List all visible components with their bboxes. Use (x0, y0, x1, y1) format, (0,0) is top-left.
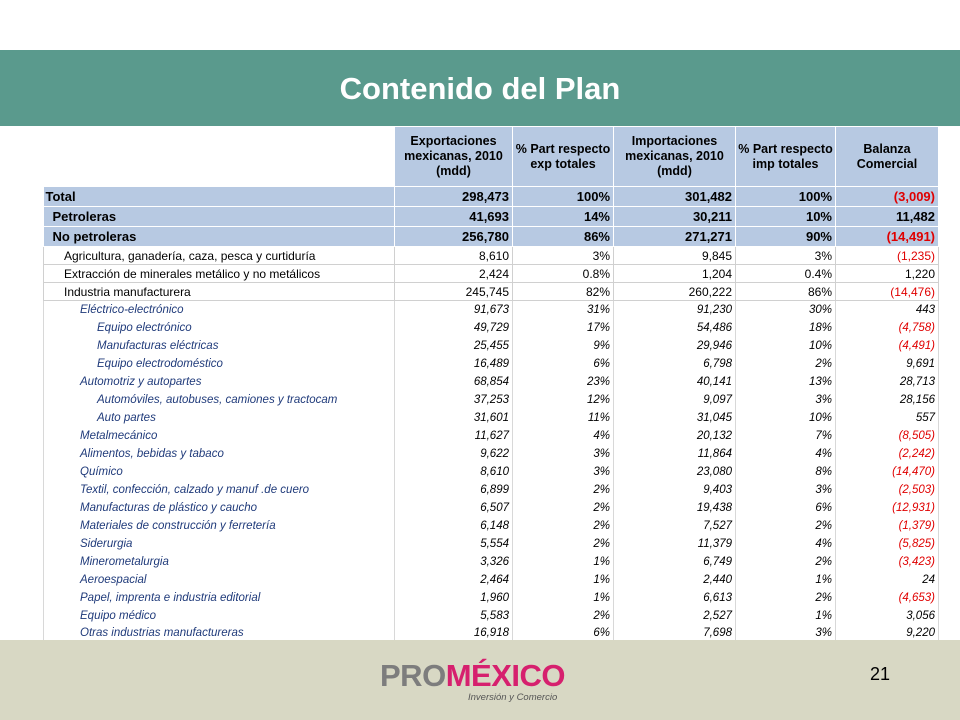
import-share-cell: 30% (736, 301, 836, 319)
export-share-cell: 1% (513, 571, 614, 589)
export-share-cell: 14% (513, 207, 614, 227)
table-row (44, 445, 939, 463)
export-share-cell: 2% (513, 499, 614, 517)
table-row (44, 373, 939, 391)
imports-cell: 2,527 (614, 607, 736, 625)
imports-cell: 19,438 (614, 499, 736, 517)
imports-cell: 6,749 (614, 553, 736, 571)
table-row (44, 207, 939, 227)
table-row (44, 499, 939, 517)
balance-cell: (2,242) (836, 445, 939, 463)
exports-cell: 6,899 (395, 481, 513, 499)
table-row (44, 553, 939, 571)
export-share-cell: 1% (513, 553, 614, 571)
imports-cell: 301,482 (614, 187, 736, 207)
import-share-cell: 3% (736, 247, 836, 265)
logo-wordmark (380, 658, 565, 694)
export-share-cell: 2% (513, 517, 614, 535)
import-share-cell: 2% (736, 517, 836, 535)
imports-cell: 9,403 (614, 481, 736, 499)
row-label: Siderurgia (44, 535, 395, 553)
table-row (44, 535, 939, 553)
imports-cell: 20,132 (614, 427, 736, 445)
export-share-cell: 82% (513, 283, 614, 301)
row-label: Industria manufacturera (44, 283, 395, 301)
export-share-cell: 12% (513, 391, 614, 409)
exports-cell: 1,960 (395, 589, 513, 607)
row-label: Petroleras (44, 207, 395, 227)
import-share-cell: 0.4% (736, 265, 836, 283)
import-share-cell: 7% (736, 427, 836, 445)
header-import-share: % Part respecto imp totales (736, 127, 836, 187)
exports-cell: 91,673 (395, 301, 513, 319)
row-label: Equipo electrónico (44, 319, 395, 337)
balance-cell: 28,156 (836, 391, 939, 409)
row-label: Auto partes (44, 409, 395, 427)
page-number: 21 (870, 664, 891, 684)
import-share-cell: 90% (736, 227, 836, 247)
imports-cell: 7,527 (614, 517, 736, 535)
balance-cell: 557 (836, 409, 939, 427)
balance-cell: (14,491) (836, 227, 939, 247)
exports-cell: 3,326 (395, 553, 513, 571)
export-share-cell: 6% (513, 625, 614, 643)
balance-cell: 11,482 (836, 207, 939, 227)
imports-cell: 1,204 (614, 265, 736, 283)
table-row (44, 337, 939, 355)
row-label: Manufacturas eléctricas (44, 337, 395, 355)
row-label: Extracción de minerales metálico y no metálicos (44, 265, 395, 283)
trade-table (43, 126, 939, 643)
row-label: Automotriz y autopartes (44, 373, 395, 391)
row-label: Automóviles, autobuses, camiones y tractocam (44, 391, 395, 409)
balance-cell: (8,505) (836, 427, 939, 445)
export-share-cell: 11% (513, 409, 614, 427)
export-share-cell: 23% (513, 373, 614, 391)
import-share-cell: 18% (736, 319, 836, 337)
imports-cell: 31,045 (614, 409, 736, 427)
export-share-cell: 2% (513, 535, 614, 553)
import-share-cell: 1% (736, 607, 836, 625)
imports-cell: 7,698 (614, 625, 736, 643)
table-row (44, 283, 939, 301)
exports-cell: 49,729 (395, 319, 513, 337)
export-share-cell: 1% (513, 589, 614, 607)
table-row (44, 265, 939, 283)
exports-cell: 5,554 (395, 535, 513, 553)
imports-cell: 11,379 (614, 535, 736, 553)
balance-cell: 24 (836, 571, 939, 589)
imports-cell: 271,271 (614, 227, 736, 247)
exports-cell: 16,489 (395, 355, 513, 373)
row-label: Minerometalurgia (44, 553, 395, 571)
table-row (44, 517, 939, 535)
table-header-row (44, 127, 939, 187)
export-share-cell: 2% (513, 481, 614, 499)
row-label: Aeroespacial (44, 571, 395, 589)
export-share-cell: 31% (513, 301, 614, 319)
imports-cell: 30,211 (614, 207, 736, 227)
import-share-cell: 10% (736, 207, 836, 227)
export-share-cell: 3% (513, 463, 614, 481)
balance-cell: 28,713 (836, 373, 939, 391)
imports-cell: 260,222 (614, 283, 736, 301)
balance-cell: (4,758) (836, 319, 939, 337)
row-label: Agricultura, ganadería, caza, pesca y curtiduría (44, 247, 395, 265)
table-row (44, 355, 939, 373)
exports-cell: 37,253 (395, 391, 513, 409)
exports-cell: 16,918 (395, 625, 513, 643)
import-share-cell: 2% (736, 553, 836, 571)
import-share-cell: 2% (736, 355, 836, 373)
exports-cell: 9,622 (395, 445, 513, 463)
imports-cell: 6,613 (614, 589, 736, 607)
exports-cell: 6,507 (395, 499, 513, 517)
header-imports: Importaciones mexicanas, 2010 (mdd) (614, 127, 736, 187)
logo-mexico: MÉXICO (445, 658, 565, 693)
exports-cell: 68,854 (395, 373, 513, 391)
table-row (44, 247, 939, 265)
table-row (44, 187, 939, 207)
row-label: No petroleras (44, 227, 395, 247)
balance-cell: 443 (836, 301, 939, 319)
table-row (44, 481, 939, 499)
export-share-cell: 17% (513, 319, 614, 337)
balance-cell: 1,220 (836, 265, 939, 283)
balance-cell: (1,379) (836, 517, 939, 535)
exports-cell: 298,473 (395, 187, 513, 207)
import-share-cell: 3% (736, 625, 836, 643)
exports-cell: 8,610 (395, 247, 513, 265)
table-row (44, 571, 939, 589)
import-share-cell: 86% (736, 283, 836, 301)
export-share-cell: 9% (513, 337, 614, 355)
row-label: Manufacturas de plástico y caucho (44, 499, 395, 517)
row-label: Equipo electrodoméstico (44, 355, 395, 373)
exports-cell: 6,148 (395, 517, 513, 535)
table-body (44, 187, 939, 643)
balance-cell: (1,235) (836, 247, 939, 265)
balance-cell: (3,423) (836, 553, 939, 571)
imports-cell: 40,141 (614, 373, 736, 391)
import-share-cell: 8% (736, 463, 836, 481)
balance-cell: (4,653) (836, 589, 939, 607)
logo-tagline: Inversión y Comercio (468, 692, 558, 703)
row-label: Metalmecánico (44, 427, 395, 445)
balance-cell: (4,491) (836, 337, 939, 355)
export-share-cell: 86% (513, 227, 614, 247)
header-exports: Exportaciones mexicanas, 2010 (mdd) (395, 127, 513, 187)
table-row (44, 607, 939, 625)
row-label: Químico (44, 463, 395, 481)
export-share-cell: 2% (513, 607, 614, 625)
row-label: Textil, confección, calzado y manuf .de cuero (44, 481, 395, 499)
table-row (44, 409, 939, 427)
header-export-share: % Part respecto exp totales (513, 127, 614, 187)
balance-cell: 9,220 (836, 625, 939, 643)
row-label: Equipo médico (44, 607, 395, 625)
import-share-cell: 6% (736, 499, 836, 517)
import-share-cell: 4% (736, 535, 836, 553)
export-share-cell: 3% (513, 247, 614, 265)
export-share-cell: 100% (513, 187, 614, 207)
table-row (44, 589, 939, 607)
imports-cell: 2,440 (614, 571, 736, 589)
row-label: Alimentos, bebidas y tabaco (44, 445, 395, 463)
imports-cell: 54,486 (614, 319, 736, 337)
row-label: Materiales de construcción y ferretería (44, 517, 395, 535)
imports-cell: 9,097 (614, 391, 736, 409)
table-row (44, 463, 939, 481)
balance-cell: 9,691 (836, 355, 939, 373)
row-label: Otras industrias manufactureras (44, 625, 395, 643)
row-label: Eléctrico-electrónico (44, 301, 395, 319)
import-share-cell: 4% (736, 445, 836, 463)
imports-cell: 9,845 (614, 247, 736, 265)
exports-cell: 5,583 (395, 607, 513, 625)
exports-cell: 41,693 (395, 207, 513, 227)
table-row (44, 427, 939, 445)
header-blank (44, 127, 395, 187)
exports-cell: 8,610 (395, 463, 513, 481)
balance-cell: (2,503) (836, 481, 939, 499)
import-share-cell: 100% (736, 187, 836, 207)
imports-cell: 23,080 (614, 463, 736, 481)
exports-cell: 25,455 (395, 337, 513, 355)
table-row (44, 301, 939, 319)
balance-cell: 3,056 (836, 607, 939, 625)
import-share-cell: 3% (736, 391, 836, 409)
row-label: Papel, imprenta e industria editorial (44, 589, 395, 607)
balance-cell: (14,476) (836, 283, 939, 301)
imports-cell: 91,230 (614, 301, 736, 319)
balance-cell: (5,825) (836, 535, 939, 553)
import-share-cell: 13% (736, 373, 836, 391)
import-share-cell: 3% (736, 481, 836, 499)
row-label: Total (44, 187, 395, 207)
exports-cell: 11,627 (395, 427, 513, 445)
export-share-cell: 0.8% (513, 265, 614, 283)
exports-cell: 245,745 (395, 283, 513, 301)
slide-title: Contenido del Plan (339, 71, 621, 106)
table-row (44, 391, 939, 409)
import-share-cell: 10% (736, 337, 836, 355)
table-row (44, 227, 939, 247)
balance-cell: (14,470) (836, 463, 939, 481)
export-share-cell: 3% (513, 445, 614, 463)
header-trade-balance: Balanza Comercial (836, 127, 939, 187)
promexico-logo (380, 658, 580, 710)
import-share-cell: 1% (736, 571, 836, 589)
exports-cell: 2,424 (395, 265, 513, 283)
balance-cell: (12,931) (836, 499, 939, 517)
exports-cell: 256,780 (395, 227, 513, 247)
imports-cell: 6,798 (614, 355, 736, 373)
import-share-cell: 10% (736, 409, 836, 427)
exports-cell: 2,464 (395, 571, 513, 589)
import-share-cell: 2% (736, 589, 836, 607)
exports-cell: 31,601 (395, 409, 513, 427)
logo-pro: PRO (380, 658, 446, 693)
balance-cell: (3,009) (836, 187, 939, 207)
imports-cell: 11,864 (614, 445, 736, 463)
table-row (44, 319, 939, 337)
export-share-cell: 4% (513, 427, 614, 445)
imports-cell: 29,946 (614, 337, 736, 355)
export-share-cell: 6% (513, 355, 614, 373)
